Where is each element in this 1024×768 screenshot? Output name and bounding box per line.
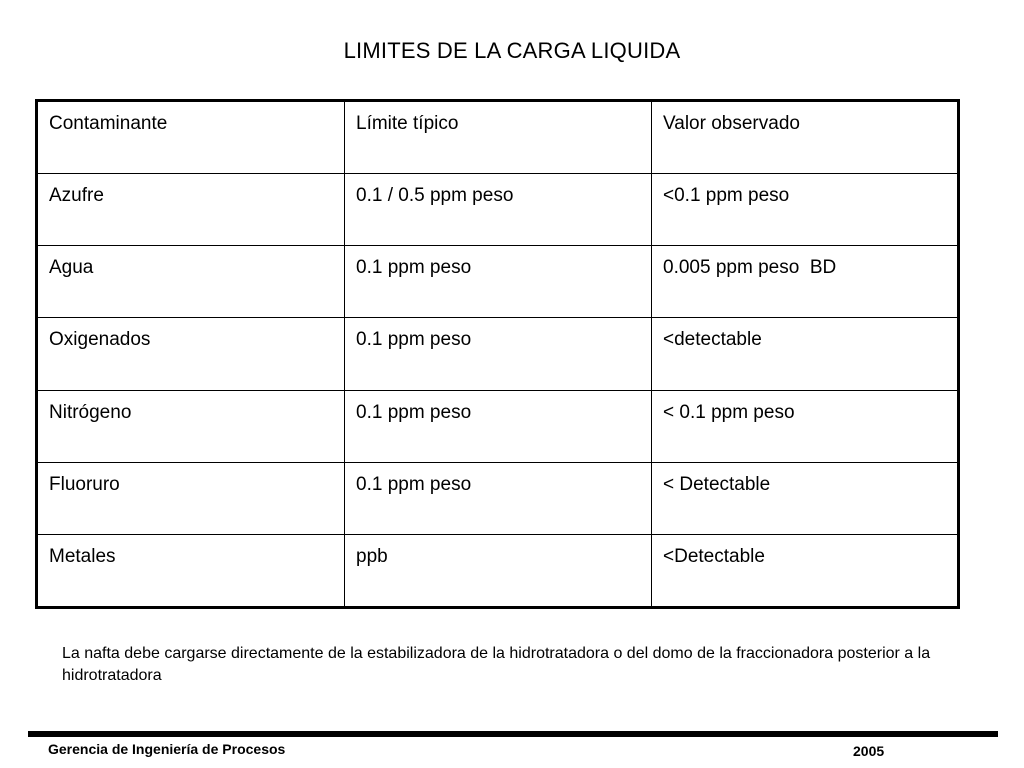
table-cell: <detectable xyxy=(652,318,958,390)
footer-year: 2005 xyxy=(853,743,885,759)
header-cell-contaminante: Contaminante xyxy=(38,102,345,174)
table-cell: < Detectable xyxy=(652,462,958,534)
table-cell: 0.1 / 0.5 ppm peso xyxy=(345,174,652,246)
table-cell: Nitrógeno xyxy=(38,390,345,462)
table-cell: 0.1 ppm peso xyxy=(345,390,652,462)
table-cell: <0.1 ppm peso xyxy=(652,174,958,246)
table-row xyxy=(38,174,958,246)
table-row xyxy=(38,318,958,390)
table-cell: < 0.1 ppm peso xyxy=(652,390,958,462)
table-row xyxy=(38,534,958,606)
table-cell: Azufre xyxy=(38,174,345,246)
header-cell-limite-tipico: Límite típico xyxy=(345,102,652,174)
footer-organization: Gerencia de Ingeniería de Procesos xyxy=(48,741,286,757)
table-cell: <Detectable xyxy=(652,534,958,606)
table-row xyxy=(38,246,958,318)
footer-divider xyxy=(28,731,998,737)
table-cell: 0.1 ppm peso xyxy=(345,246,652,318)
table-cell: 0.005 ppm peso BD xyxy=(652,246,958,318)
table-row xyxy=(38,462,958,534)
table-cell: Agua xyxy=(38,246,345,318)
footnote-text: La nafta debe cargarse directamente de la estabilizadora de la hidrotratadora o del domo de la fraccionadora posterior a la hidrotratadora xyxy=(62,645,931,684)
table-cell: ppb xyxy=(345,534,652,606)
table-cell: 0.1 ppm peso xyxy=(345,462,652,534)
table-cell: Oxigenados xyxy=(38,318,345,390)
page-title: LIMITES DE LA CARGA LIQUIDA xyxy=(343,38,681,63)
table-row xyxy=(38,390,958,462)
table-cell: 0.1 ppm peso xyxy=(345,318,652,390)
table-header-row xyxy=(38,102,958,174)
table-cell: Fluoruro xyxy=(38,462,345,534)
header-cell-valor-observado: Valor observado xyxy=(652,102,958,174)
table-cell: Metales xyxy=(38,534,345,606)
contaminant-table xyxy=(35,99,960,609)
